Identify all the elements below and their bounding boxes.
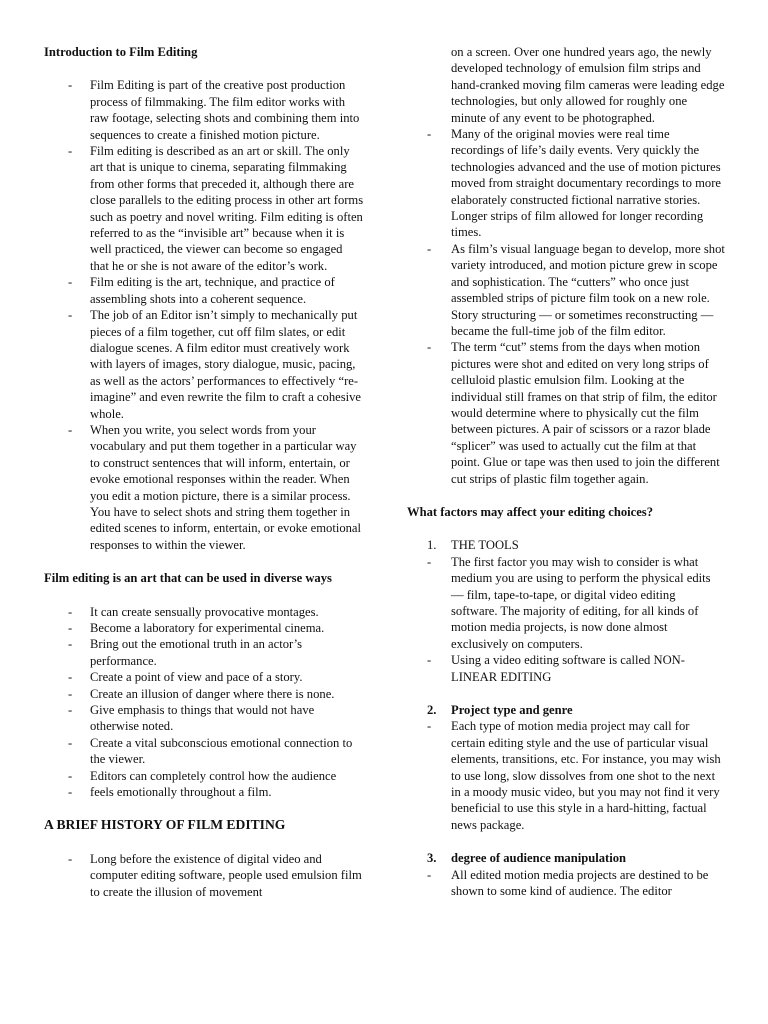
list-item: - Give emphasis to things that would not have otherwise noted. xyxy=(68,703,315,734)
list-item: - Many of the original movies were real time recordings of life’s daily events. Very quickly the technologies advanced and the use of motion pictures moved from straight documentary recordings to more elaborately constructed fictional narrative stories. Longer strips of film allowed for longer recording times. xyxy=(427,127,721,240)
heading-factors: What factors may affect your editing choices? xyxy=(407,504,653,519)
heading-history: A BRIEF HISTORY OF FILM EDITING xyxy=(44,817,286,833)
factor-1-list xyxy=(407,554,725,685)
list-item: - Film editing is the art, technique, and practice of assembling shots into a coherent sequence. xyxy=(68,275,335,306)
right-column xyxy=(407,44,725,900)
uses-list xyxy=(44,604,364,801)
list-item: - The term “cut” stems from the days when motion pictures were shot and edited on very long strips of celluloid plastic emulsion film. Looking at the individual still frames on that strip of film, the editor would determine where to physically cut the film between pictures. A pair of scissors or a razor blade “splicer” was used to actually cut the film at that point. Glue or tape was then used to join the different cut strips of plastic film together again. xyxy=(427,340,720,486)
factor-3-title: 3. degree of audience manipulation xyxy=(427,851,627,866)
list-item: - As film’s visual language began to develop, more shot variety introduced, and motion picture grew in scope and sophistication. The “cutters” who once just assembled strips of picture film took on a new role. Story structuring — or sometimes reconstructing — became the full-time job of the film editor. xyxy=(427,241,725,338)
list-item: - It can create sensually provocative montages. xyxy=(68,604,319,619)
list-item: - Long before the existence of digital video and computer editing software, people used emulsion film to create the illusion of movement xyxy=(68,851,362,899)
list-item: - Film editing is described as an art or skill. The only art that is unique to cinema, separating filmmaking from other forms that preceded it, although there are close parallels to the editing process in other art forms such as poetry and novel writing. Film editing is often referred to as the “invisible art” because when it is well practiced, the viewer can become so engaged that he or she is not aware of the editor’s work. xyxy=(68,144,364,273)
list-item: - Create an illusion of danger where there is none. xyxy=(68,686,335,701)
list-item: - The first factor you may wish to consider is what medium you are using to perform the physical edits — film, tape-to-tape, or digital video editing software. The majority of editing, for all kinds of motion media projects, is now done almost exclusively on computers. xyxy=(427,554,711,651)
heading-diverse-ways: Film editing is an art that can be used in diverse ways xyxy=(44,571,332,586)
list-item: - Create a vital subconscious emotional connection to the viewer. xyxy=(68,735,353,767)
factor-2-title: 2. Project type and genre xyxy=(427,703,573,718)
list-item: - All edited motion media projects are destined to be shown to some kind of audience. The editor xyxy=(427,867,709,899)
list-item: - When you write, you select words from your vocabulary and put them together in a particular way to construct sentences that will inform, entertain, or evoke emotional responses within the reader. When you edit a motion picture, there is a similar process. You have to select shots and string them together in edited scenes to inform, entertain, or evoke emotional responses to within the viewer. xyxy=(68,422,362,552)
list-item: - Bring out the emotional truth in an actor’s performance. xyxy=(68,637,303,668)
list-item: - Film Editing is part of the creative post production process of filmmaking. The film editor works with raw footage, selecting shots and combining them into sequences to create a finished motion picture. xyxy=(68,78,360,142)
intro-list xyxy=(44,77,364,553)
list-item: - Editors can completely control how the audience xyxy=(68,768,337,783)
left-column xyxy=(44,44,364,900)
list-item: - The job of an Editor isn’t simply to mechanically put pieces of a film together, cut off film slates, or edit dialogue scenes. A film editor must creatively work with layers of images, story dialogue, music, pacing, as well as the actors’ performances to effectively “re-imagine” and even rewrite the film to craft a cohesive whole. xyxy=(68,308,361,421)
heading-intro: Introduction to Film Editing xyxy=(44,45,198,59)
factor-1-title: 1. THE TOOLS xyxy=(427,538,519,553)
history-list xyxy=(407,126,725,487)
list-item: - Create a point of view and pace of a story. xyxy=(68,670,303,685)
list-item: - Each type of motion media project may call for certain editing style and the use of particular visual elements, transitions, etc. For instance, you may wish to use long, slow dissolves from one shot to the next in a moody music video, but you may not find it very beneficial to use this style in a hard-hitting, factual news package. xyxy=(427,719,721,832)
list-item: - Become a laboratory for experimental cinema. xyxy=(68,621,325,635)
history-list-start xyxy=(44,851,364,900)
list-item: - feels emotionally throughout a film. xyxy=(68,785,272,800)
history-continued: on a screen. Over one hundred years ago, the newly developed technology of emulsion film strips and hand-cranked moving film cameras were leading edge technologies, but only allowed for roughly one minute of any event to be photographed. xyxy=(451,45,725,125)
list-item: - Using a video editing software is called NON-LINEAR EDITING xyxy=(427,653,685,684)
factor-2-list xyxy=(407,718,725,833)
factor-3-list xyxy=(407,867,725,900)
